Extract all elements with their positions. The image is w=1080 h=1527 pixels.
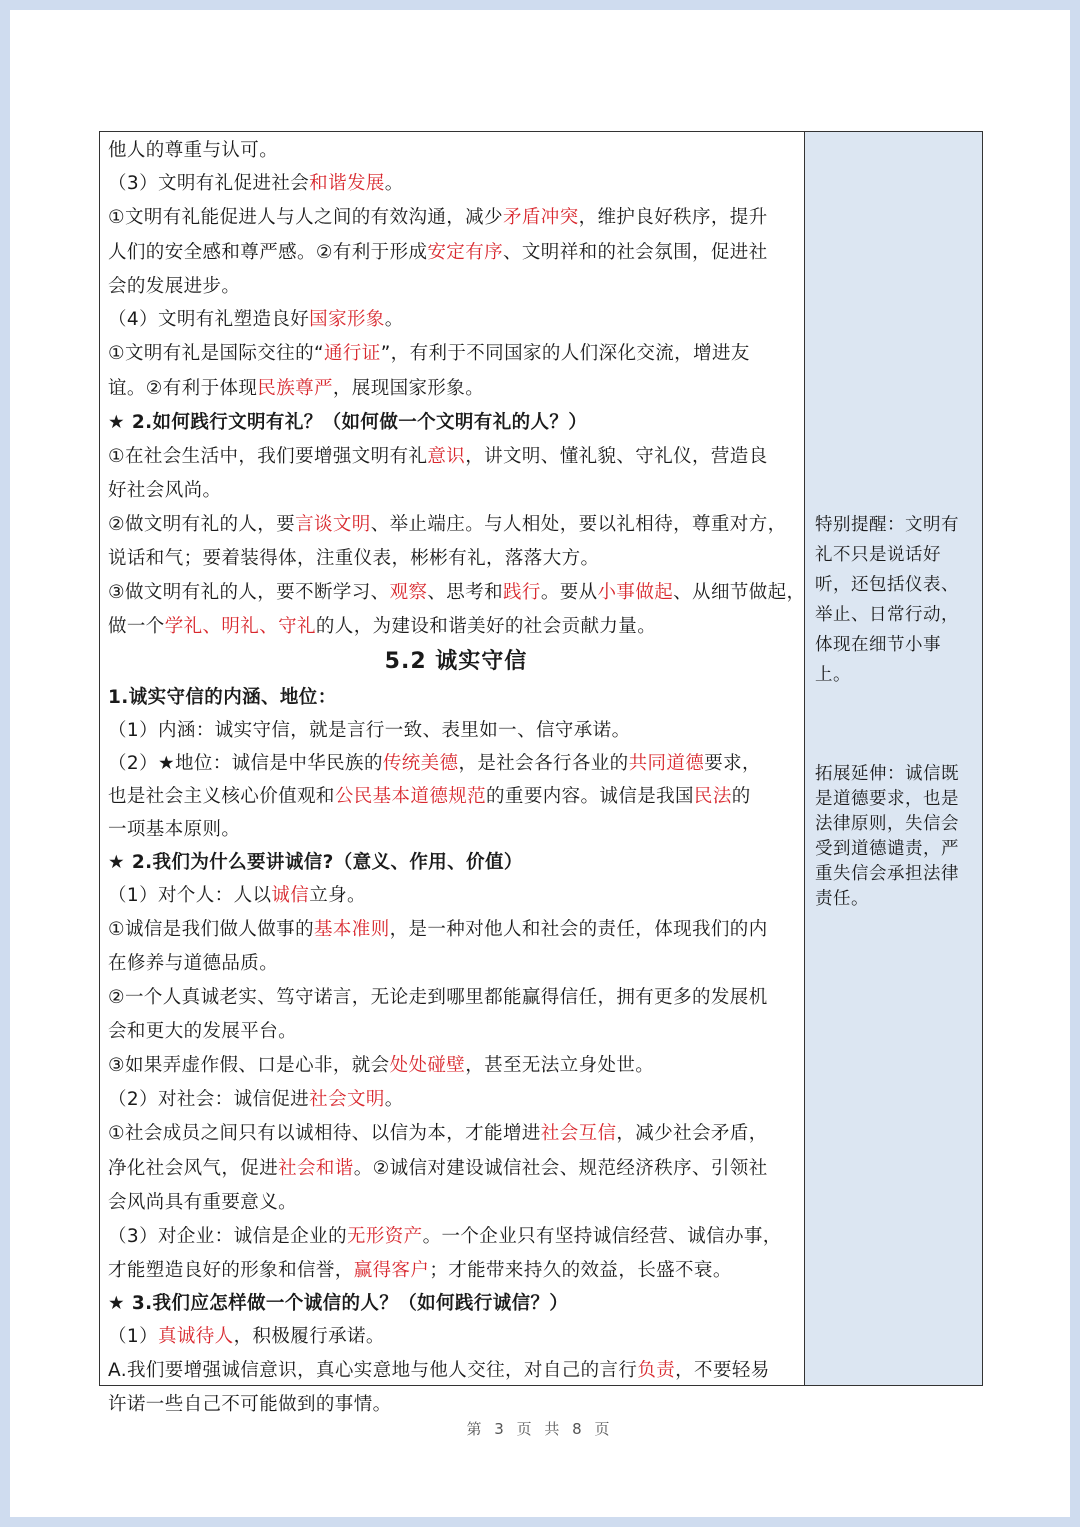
text-line <box>108 1116 804 1151</box>
reminder-note: 特别提醒：文明有礼不只是说话好听，还包括仪表、举止、日常行动，体现在细节小事上。 <box>815 515 959 685</box>
question-heading <box>108 846 804 879</box>
text-segment: 也是社会主义核心价值观和 <box>108 786 335 807</box>
key-term-highlight: 言谈文明 <box>295 514 371 535</box>
text-segment: 说话和气；要着装得体，注重仪表，彬彬有礼，落落大方。 <box>108 548 600 569</box>
text-segment: ②一个人真诚老实、笃守诺言，无论走到哪里都能赢得信任，拥有更多的发展机 <box>108 987 768 1008</box>
key-term-highlight: 矛盾冲突 <box>503 207 579 228</box>
text-segment: ，甚至无法立身处世。 <box>465 1055 655 1076</box>
text-segment: （1）对个人：人以 <box>108 885 272 906</box>
text-segment: ，是社会各行各业的 <box>458 753 629 774</box>
key-term-highlight: 公民基本道德规范 <box>334 786 487 807</box>
text-segment: ★ 2.我们为什么要讲诚信?（意义、作用、价值） <box>108 852 523 873</box>
text-line <box>108 1320 804 1353</box>
question-heading <box>108 406 804 439</box>
key-term-highlight: 无形资产 <box>346 1226 423 1247</box>
text-segment: 好社会风尚。 <box>108 480 222 501</box>
page-number-footer: 第 3 页 共 8 页 <box>466 1420 614 1438</box>
key-term-highlight: 民族尊严 <box>257 378 333 399</box>
text-line <box>108 1353 804 1388</box>
side-notes-column <box>805 132 982 1385</box>
question-heading <box>108 681 804 714</box>
text-segment: ，积极履行承诺。 <box>233 1326 385 1347</box>
text-segment: 。一个企业只有坚持诚信经营、诚信办事， <box>422 1226 782 1247</box>
text-line <box>108 879 804 912</box>
text-segment: ★ 3.我们应怎样做一个诚信的人？（如何践行诚信？） <box>108 1293 569 1314</box>
key-term-highlight: 小事做起 <box>597 582 674 603</box>
key-term-highlight: 基本准则 <box>314 919 390 940</box>
text-segment: （1）内涵：诚实守信，就是言行一致、表里如一、信守承诺。 <box>108 720 631 741</box>
text-segment: 、文明祥和的社会氛围，促进社 <box>503 242 768 263</box>
text-segment: ②做文明有礼的人，要 <box>108 514 296 535</box>
text-line <box>108 542 804 575</box>
text-segment: A.我们要增强诚信意识，真心实意地与他人交往，对自己的言行 <box>108 1360 638 1381</box>
key-term-highlight: 共同道德 <box>628 753 705 774</box>
text-segment: ，维护良好秩序，提升 <box>578 207 768 228</box>
text-segment: ，讲文明、懂礼貌、守礼仪，营造良 <box>465 446 768 467</box>
text-line <box>108 474 804 507</box>
text-segment: ★ 2.如何践行文明有礼？（如何做一个文明有礼的人？） <box>108 412 588 433</box>
text-line <box>108 270 804 303</box>
key-term-highlight: 负责 <box>637 1360 676 1381</box>
key-term-highlight: 安定有序 <box>427 242 503 263</box>
text-line <box>108 780 804 813</box>
text-segment: 在修养与道德品质。 <box>108 953 279 974</box>
text-segment: ”，有利于不同国家的人们深化交流，增进友 <box>380 343 750 364</box>
text-line <box>108 1388 804 1421</box>
key-term-highlight: 处处碰壁 <box>389 1055 466 1076</box>
question-heading <box>108 1287 804 1320</box>
key-term-highlight: 学礼、明礼、守礼 <box>164 616 316 637</box>
key-term-highlight: 观察 <box>389 582 428 603</box>
text-line <box>108 575 804 610</box>
text-segment: ；才能带来持久的效益，长盛不衰。 <box>429 1260 732 1281</box>
text-line <box>108 610 804 643</box>
text-segment: ③如果弄虚作假、口是心非，就会 <box>108 1055 390 1076</box>
text-line <box>108 714 804 747</box>
text-segment: 。 <box>384 1089 404 1110</box>
text-segment: ，展现国家形象。 <box>332 378 485 399</box>
section-title <box>108 643 804 681</box>
text-segment: ，是一种对他人和社会的责任，体现我们的内 <box>389 919 768 940</box>
text-segment: 才能塑造良好的形象和信誉， <box>108 1260 354 1281</box>
text-line <box>108 134 804 167</box>
text-segment: 。 <box>384 173 404 194</box>
text-line <box>108 303 804 336</box>
text-segment: 。要从 <box>540 582 598 603</box>
text-segment: 的 <box>731 786 751 807</box>
key-term-highlight: 社会和谐 <box>278 1158 354 1179</box>
text-segment: （1） <box>108 1326 158 1347</box>
text-segment: 的重要内容。诚信是我国 <box>486 786 694 807</box>
key-term-highlight: 诚信 <box>271 885 310 906</box>
text-segment: 1.诚实守信的内涵、地位： <box>108 687 337 708</box>
text-segment: 、举止端庄。与人相处，要以礼相待，尊重对方， <box>370 514 787 535</box>
text-segment: 做一个 <box>108 616 165 637</box>
text-segment: 要求， <box>704 753 761 774</box>
text-segment: 谊。②有利于体现 <box>108 378 258 399</box>
text-line <box>108 1254 804 1287</box>
text-segment: （3）对企业：诚信是企业的 <box>108 1226 347 1247</box>
text-segment: 。 <box>384 309 404 330</box>
extension-note: 拓展延伸：诚信既是道德要求，也是法律原则，失信会受到道德谴责，严重失信会承担法律责任。 <box>815 764 959 909</box>
text-segment: ③做文明有礼的人，要不断学习、 <box>108 582 390 603</box>
text-line <box>108 912 804 947</box>
text-segment: 立身。 <box>309 885 366 906</box>
text-segment: ①文明有礼是国际交往的“ <box>108 343 324 364</box>
main-content-column <box>100 132 806 1415</box>
text-segment: ①社会成员之间只有以诚相待、以信为本，才能增进 <box>108 1123 541 1144</box>
key-term-highlight: 通行证 <box>323 343 381 364</box>
text-line <box>108 371 804 406</box>
text-line <box>108 200 804 235</box>
text-segment: 一项基本原则。 <box>108 819 241 840</box>
text-line <box>108 1186 804 1219</box>
text-line <box>108 507 804 542</box>
text-segment: 他人的尊重与认可。 <box>108 140 279 161</box>
text-line <box>108 167 804 200</box>
text-segment: 、从细节做起， <box>673 582 806 603</box>
text-segment: 净化社会风气，促进 <box>108 1158 279 1179</box>
text-line <box>108 439 804 474</box>
page <box>10 10 1070 1517</box>
text-segment: 、思考和 <box>427 582 504 603</box>
key-term-highlight: 和谐发展 <box>309 173 385 194</box>
text-segment: （4）文明有礼塑造良好 <box>108 309 310 330</box>
text-segment: 人们的安全感和尊严感。②有利于形成 <box>108 242 428 263</box>
text-line <box>108 1219 804 1254</box>
key-term-highlight: 传统美德 <box>382 753 459 774</box>
text-line <box>108 980 804 1015</box>
key-term-highlight: 践行 <box>503 582 541 603</box>
text-segment: （2）对社会：诚信促进 <box>108 1089 310 1110</box>
text-segment: 的人，为建设和谐美好的社会贡献力量。 <box>315 616 657 637</box>
text-segment: ①诚信是我们做人做事的 <box>108 919 314 940</box>
text-segment: 会风尚具有重要意义。 <box>108 1192 298 1213</box>
key-term-highlight: 真诚待人 <box>157 1326 234 1347</box>
text-segment: ①文明有礼能促进人与人之间的有效沟通，减少 <box>108 207 503 228</box>
text-line <box>108 1151 804 1186</box>
text-line <box>108 336 804 371</box>
text-line <box>108 1083 804 1116</box>
key-term-highlight: 意识 <box>427 446 466 467</box>
key-term-highlight: 民法 <box>693 786 732 807</box>
text-line <box>108 1048 804 1083</box>
text-segment: 会和更大的发展平台。 <box>108 1021 298 1042</box>
text-segment: ①在社会生活中，我们要增强文明有礼 <box>108 446 428 467</box>
text-line <box>108 947 804 980</box>
key-term-highlight: 国家形象 <box>309 309 385 330</box>
text-segment: 会的发展进步。 <box>108 276 241 297</box>
key-term-highlight: 社会文明 <box>309 1089 385 1110</box>
text-segment: （3）文明有礼促进社会 <box>108 173 310 194</box>
text-line <box>108 747 804 780</box>
text-segment: ，不要轻易 <box>675 1360 770 1381</box>
text-segment: （2）★地位：诚信是中华民族的 <box>108 753 383 774</box>
text-segment: 5.2 诚实守信 <box>384 649 528 674</box>
text-line <box>108 813 804 846</box>
text-line <box>108 1015 804 1048</box>
key-term-highlight: 赢得客户 <box>353 1260 430 1281</box>
text-line <box>108 235 804 270</box>
notes-table <box>99 131 983 1415</box>
text-segment: ，减少社会矛盾， <box>616 1123 768 1144</box>
text-segment: 。②诚信对建设诚信社会、规范经济秩序、引领社 <box>353 1158 768 1179</box>
text-segment: 许诺一些自己不可能做到的事情。 <box>108 1394 392 1415</box>
key-term-highlight: 社会互信 <box>540 1123 617 1144</box>
